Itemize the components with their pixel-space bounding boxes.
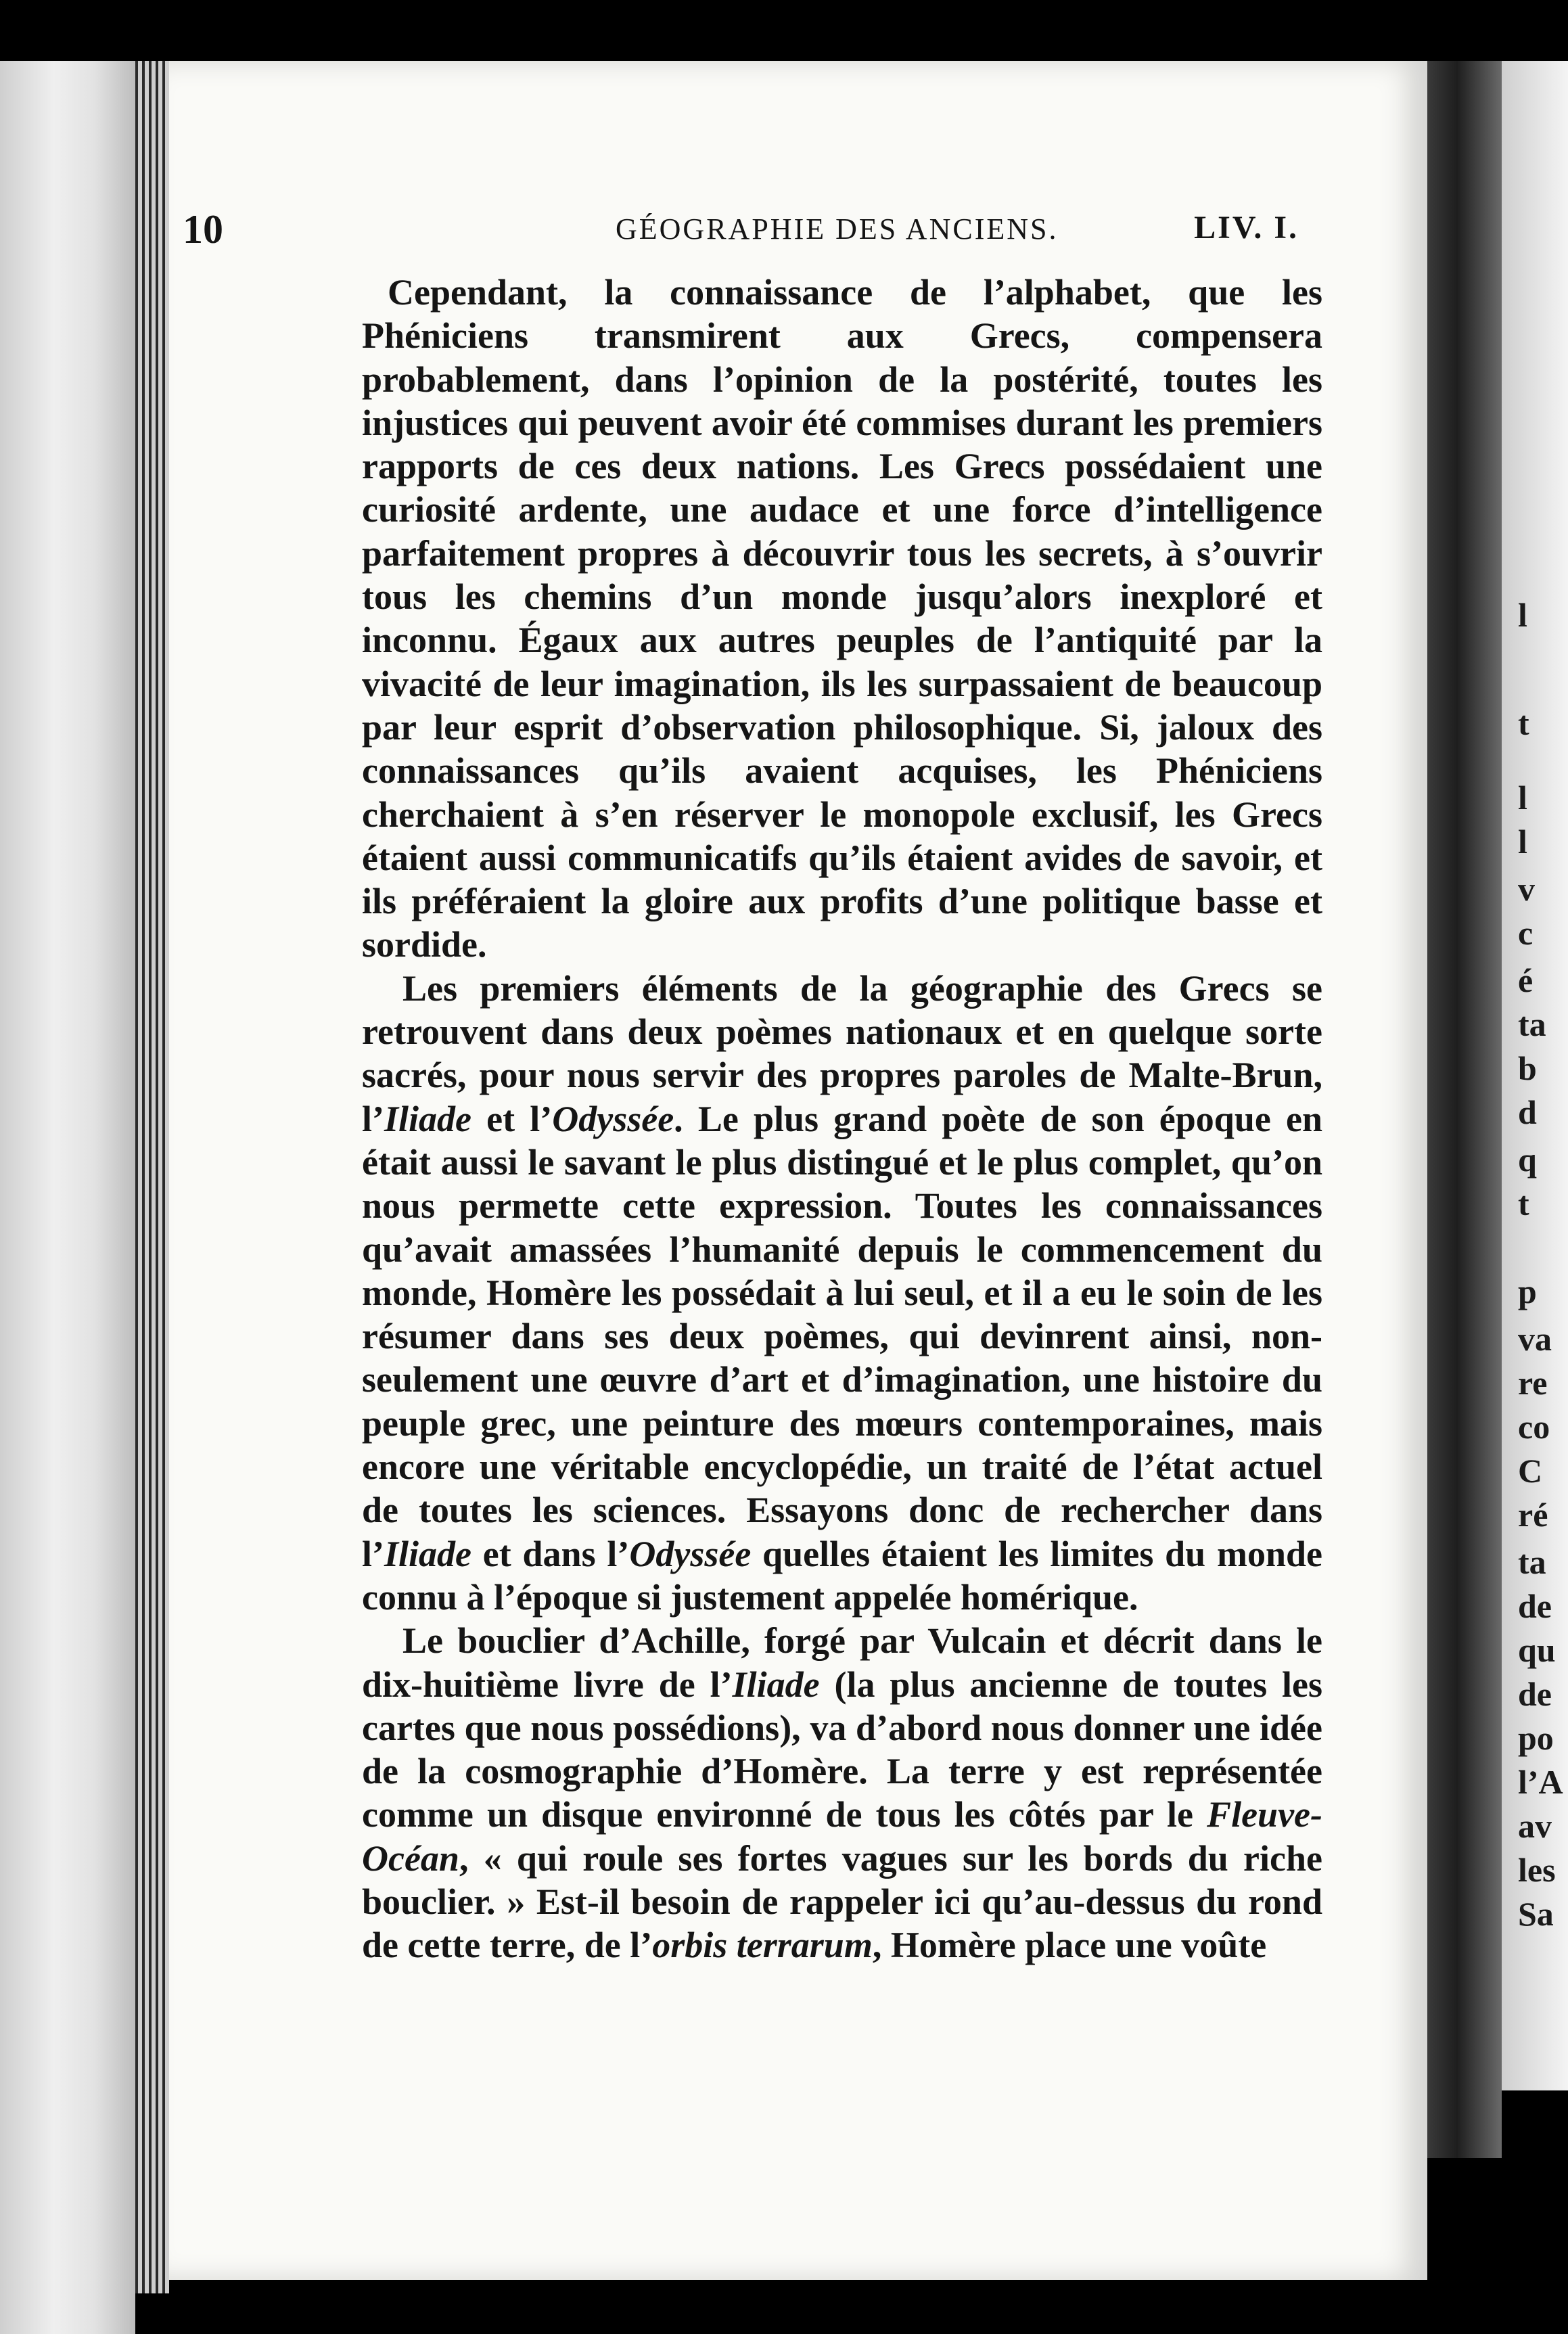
facing-page-edge (1502, 61, 1568, 2090)
facing-page-fragment: p (1518, 1273, 1537, 1310)
page-number: 10 (183, 207, 223, 252)
paragraph (362, 271, 1322, 967)
text-run: , Homère place une voûte (872, 1925, 1267, 1966)
facing-page-fragment: l (1518, 823, 1527, 861)
facing-page-fragment: ta (1518, 1543, 1546, 1581)
facing-page-fragment: ré (1518, 1496, 1548, 1534)
text-run: quelles étaient les limites du monde connu à l’époque si justement appelée homérique. (362, 1533, 1322, 1618)
facing-page-fragment: po (1518, 1719, 1554, 1757)
italic-title: Iliade (384, 1098, 471, 1139)
italic-title: Iliade (384, 1533, 471, 1574)
text-run: et dans l’ (471, 1533, 630, 1574)
italic-title: Odyssée (552, 1098, 674, 1139)
book-binding (135, 61, 169, 2293)
text-run: (la plus ancienne de toutes les cartes que nous possédions), va d’abord nous donner une idée de la cosmographie d’Homère. La terre y est représentée comme un disque environné de tous les côtés par le (362, 1664, 1322, 1835)
facing-page-fragment: d (1518, 1093, 1537, 1131)
facing-page-fragment: t (1518, 704, 1529, 742)
facing-page-fragment: re (1518, 1364, 1548, 1402)
facing-page-fragment: l (1518, 596, 1527, 634)
facing-page-fragment: de (1518, 1587, 1552, 1625)
facing-page-fragment: de (1518, 1675, 1552, 1713)
facing-page-fragment: b (1518, 1049, 1537, 1087)
italic-title: Iliade (732, 1664, 820, 1705)
facing-page-fragment: les (1518, 1851, 1556, 1889)
text-run: et l’ (471, 1098, 553, 1139)
facing-page-fragment: v (1518, 870, 1535, 908)
left-page-edge (0, 61, 135, 2334)
running-title: GÉOGRAPHIE DES ANCIENS. (616, 212, 1059, 246)
text-run: Cependant, la connaissance de l’alphabet, que les Phéniciens transmirent aux Grecs, compensera probablement, dans l’opinion de la postérité, toutes les injustices qui peuvent avoir été commises durant les premiers rapports de ces deux nations. Les Grecs possédaient une curiosité ardente, une audace et une force d’intelligence parfaitement propres à découvrir tous les secrets, à s’ouvrir tous les chemins d’un monde jusqu’alors inexploré et inconnu. Égaux aux autres peuples de l’antiquité par la vivacité de leur imagination, ils les surpassaient de beaucoup par leur esprit d’observation philosophique. Si, jaloux des connaissances qu’ils avaient acquises, les Phéniciens cherchaient à s’en réserver le monopole exclusif, les Grecs étaient aussi communicatifs qu’ils étaient avides de savoir, et ils préféraient la gloire aux profits d’une politique basse et sordide. (362, 272, 1322, 965)
facing-page-fragment: é (1518, 961, 1534, 999)
main-text (362, 271, 1322, 1967)
italic-title: Fleuve-Océan (362, 1794, 1322, 1879)
running-header (183, 206, 1299, 267)
text-run: , « qui roule ses fortes vagues sur les bords du riche bouclier. » Est-il besoin de rappeler ici qu’au-dessus du rond de cette terre, de l’ (362, 1837, 1322, 1966)
facing-page-fragment: l (1518, 779, 1527, 817)
facing-page-fragment: va (1518, 1320, 1552, 1358)
facing-page-fragment: av (1518, 1807, 1552, 1845)
text-run: Le bouclier d’Achille, forgé par Vulcain et décrit dans le dix-huitième livre de l’ (362, 1620, 1322, 1705)
italic-title: orbis terrarum (652, 1925, 873, 1966)
text-run: . Le plus grand poète de son époque en était aussi le savant le plus distingué et le plus complet, qu’on nous permette cette expression. Toutes les connaissances qu’avait amassées l’humanité depuis le commencement du monde, Homère les possédait à lui seul, et il a eu le soin de les résumer dans ses deux poèmes, qui devinrent ainsi, non-seulement une œuvre d’art et d’imagination, une histoire du peuple grec, une peinture des mœurs contemporaines, mais encore une véritable encyclopédie, un traité de l’état actuel de toutes les sciences. Essayons donc de rechercher dans l’ (362, 1098, 1322, 1574)
facing-page-fragment: c (1518, 914, 1534, 952)
facing-page-fragment: C (1518, 1452, 1543, 1490)
facing-page-fragment: l’A (1518, 1763, 1563, 1801)
italic-title: Odyssée (629, 1533, 752, 1574)
page-gutter-shadow (1427, 61, 1502, 2158)
paragraph (362, 1619, 1322, 1967)
facing-page-fragment: qu (1518, 1631, 1556, 1669)
book-section-label: LIV. I. (1194, 210, 1299, 246)
paragraph (362, 967, 1322, 1619)
facing-page-fragment: Sa (1518, 1895, 1554, 1933)
facing-page-fragment: ta (1518, 1005, 1546, 1043)
text-run: Les premiers éléments de la géographie des Grecs se retrouvent dans deux poèmes nationaux et en quelque sorte sacrés, pour nous servir des propres paroles de Malte-Brun, l’ (362, 967, 1322, 1139)
facing-page-fragment: q (1518, 1141, 1537, 1179)
facing-page-fragment: t (1518, 1185, 1529, 1222)
facing-page-fragment: co (1518, 1408, 1550, 1446)
